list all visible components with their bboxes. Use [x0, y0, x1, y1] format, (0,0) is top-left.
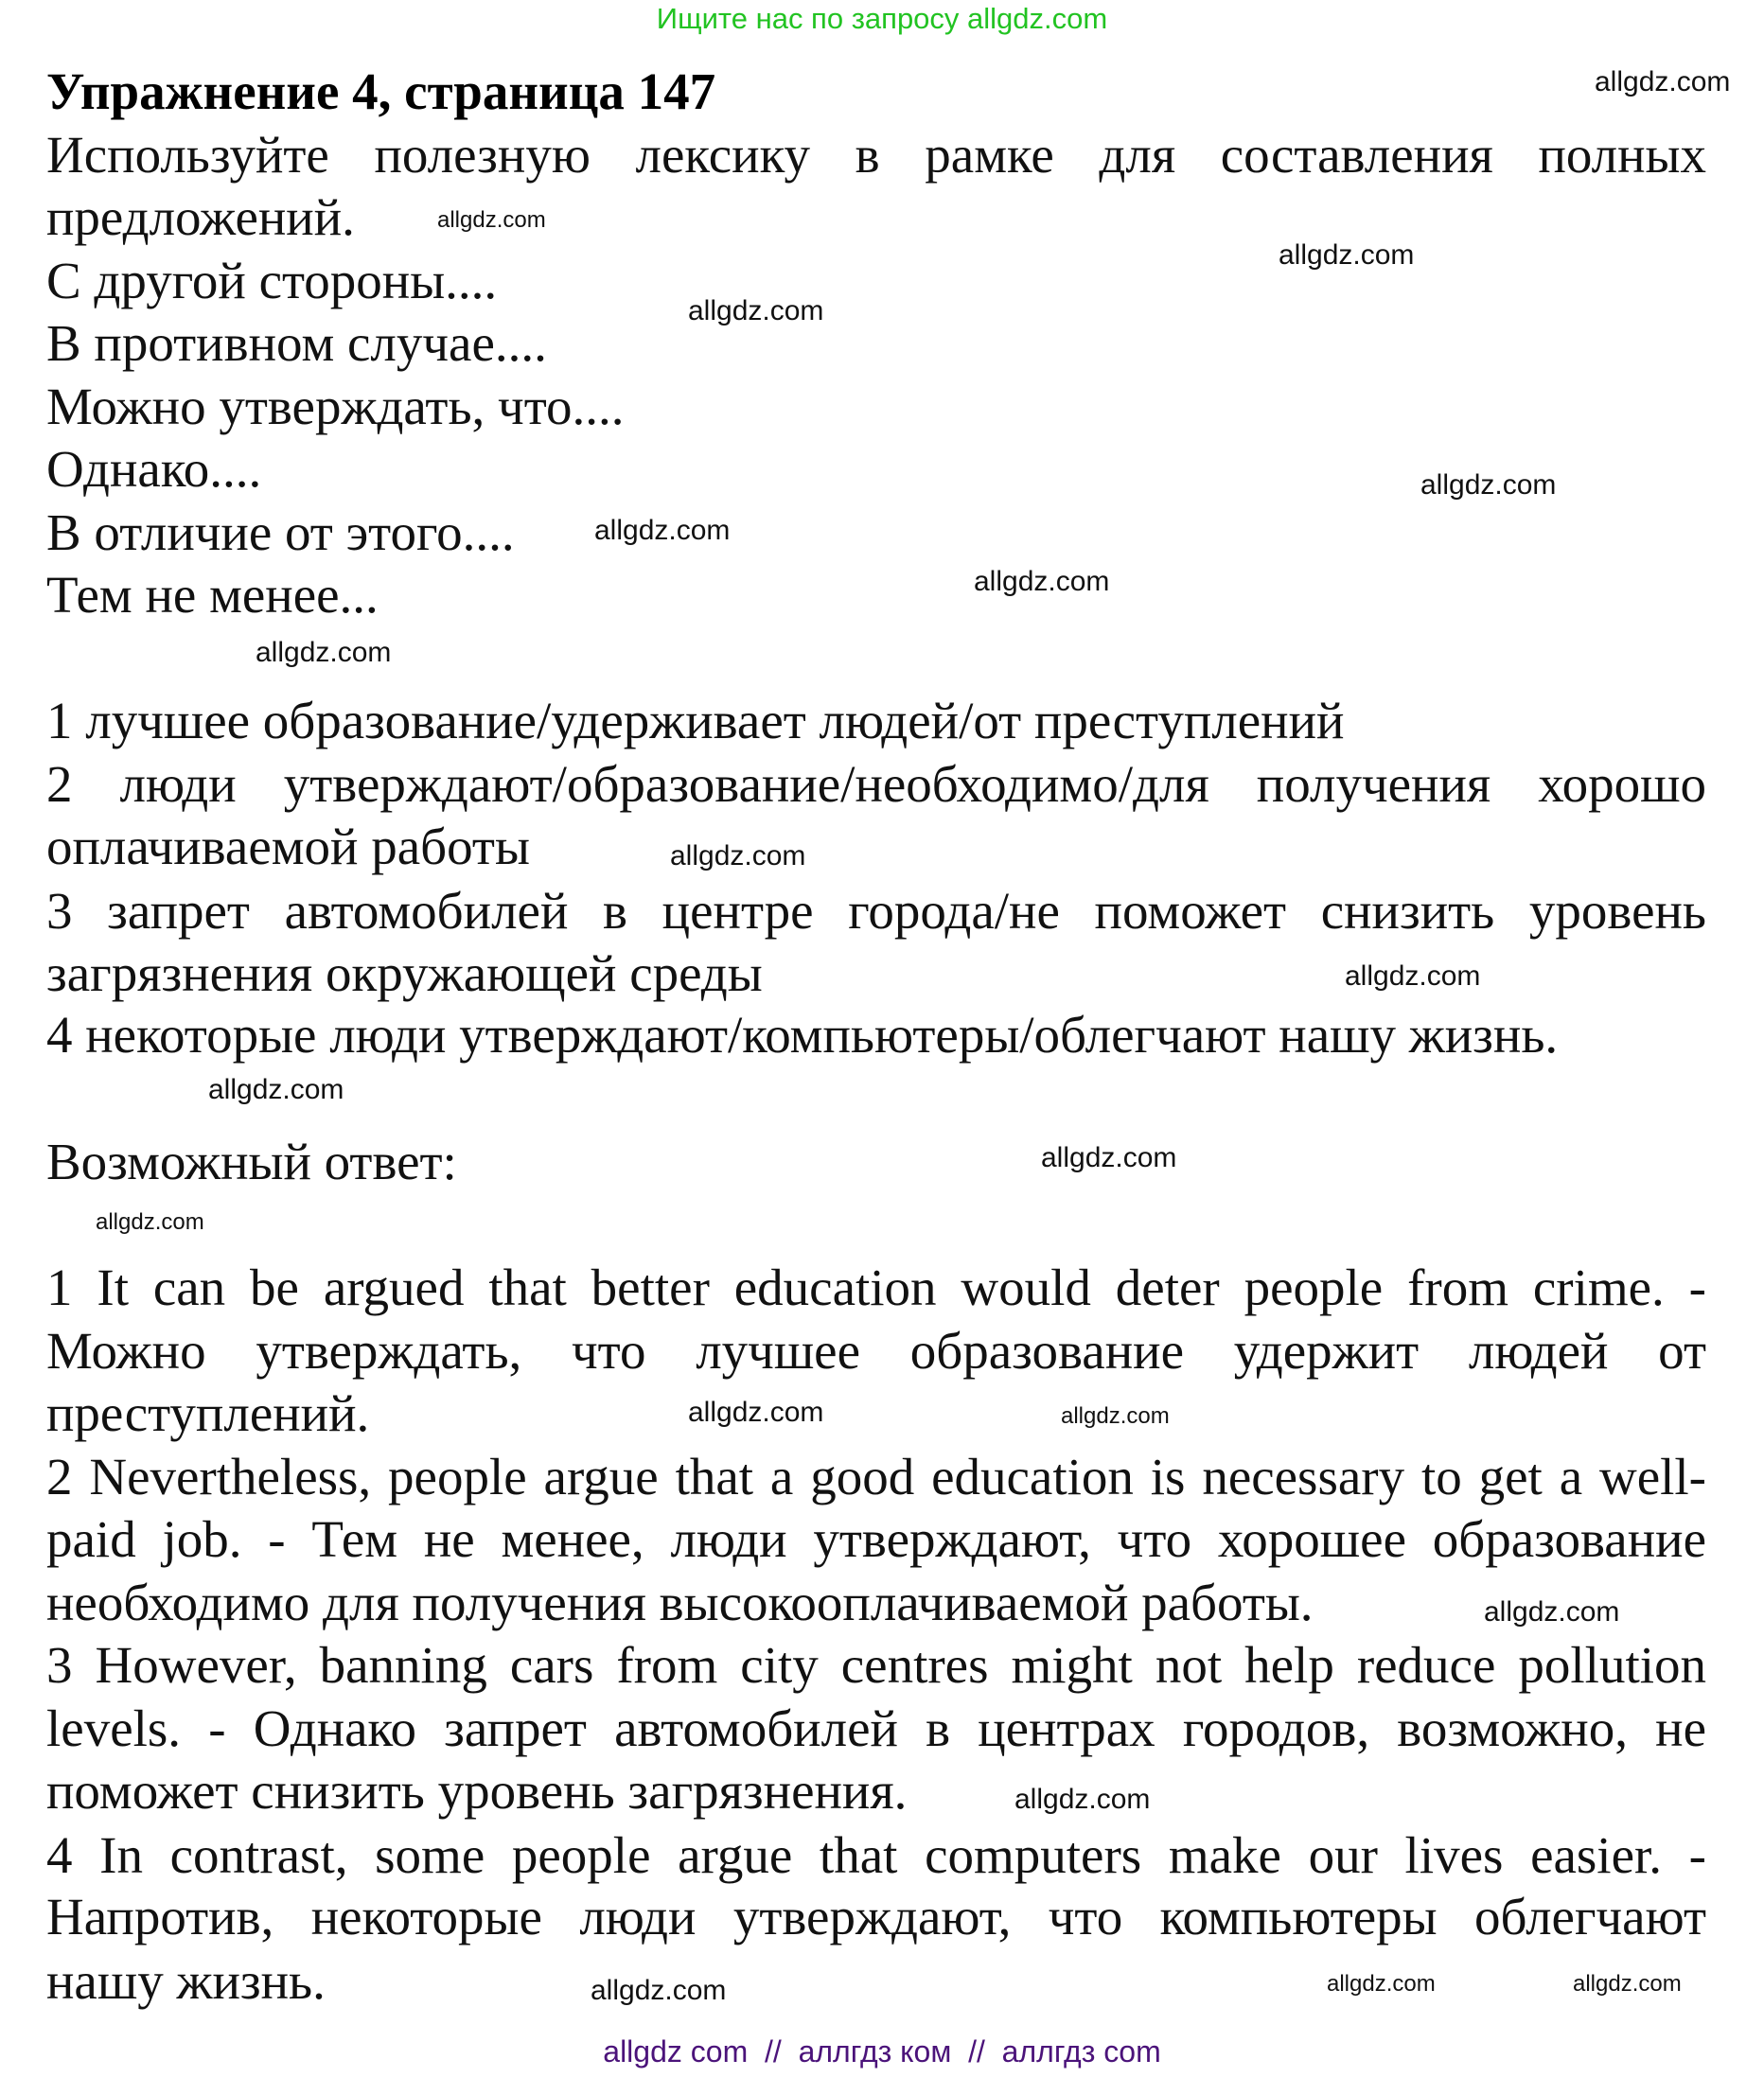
- text-line: 3 However, banning cars from city centres might not help reduce pollution: [46, 1636, 1706, 1694]
- text-line: Можно утверждать, что....: [46, 378, 625, 435]
- watermark-text: allgdz.com: [1061, 1403, 1170, 1429]
- text-line: предложений.: [46, 188, 355, 246]
- text-line: С другой стороны....: [46, 252, 498, 309]
- watermark-text: allgdz.com: [688, 1397, 824, 1428]
- watermark-text: allgdz.com: [1573, 1971, 1682, 1997]
- watermark-text: allgdz.com: [1595, 66, 1731, 97]
- watermark-text: allgdz.com: [208, 1074, 344, 1105]
- text-line: поможет снизить уровень загрязнения.: [46, 1762, 908, 1820]
- text-line: В отличие от этого....: [46, 503, 515, 561]
- watermark-text: allgdz.com: [1014, 1784, 1151, 1815]
- text-line: paid job. - Тем не менее, люди утверждают, что хорошее образование: [46, 1510, 1706, 1568]
- text-line: Возможный ответ:: [46, 1133, 457, 1190]
- watermark-text: allgdz.com: [1327, 1971, 1436, 1997]
- text-line: нашу жизнь.: [46, 1952, 326, 2010]
- text-line: Используйте полезную лексику в рамке для составления полных: [46, 126, 1706, 184]
- text-line: 3 запрет автомобилей в центре города/не поможет снизить уровень: [46, 882, 1706, 940]
- watermark-text: allgdz.com: [1279, 239, 1415, 271]
- text-line: Однако....: [46, 440, 262, 498]
- text-line: 2 люди утверждают/образование/необходимо/для получения хорошо: [46, 755, 1706, 813]
- watermark-text: allgdz.com: [1345, 960, 1481, 992]
- watermark-text: allgdz.com: [437, 207, 546, 233]
- search-hint-banner: Ищите нас по запросу allgdz.com: [656, 2, 1108, 35]
- text-line: загрязнения окружающей среды: [46, 944, 763, 1002]
- text-line: 1 лучшее образование/удерживает людей/от преступлений: [46, 692, 1345, 749]
- watermark-text: allgdz.com: [1484, 1596, 1620, 1628]
- watermark-text: allgdz.com: [1420, 469, 1557, 501]
- text-line: Тем не менее...: [46, 566, 379, 624]
- watermark-text: allgdz.com: [96, 1209, 204, 1235]
- footer-links: allgdz com // аллгдз ком // аллгдз com: [603, 2034, 1161, 2069]
- watermark-text: allgdz.com: [688, 295, 824, 326]
- text-line: Можно утверждать, что лучшее образование удержит людей от: [46, 1322, 1706, 1380]
- text-line: Напротив, некоторые люди утверждают, что компьютеры облегчают: [46, 1888, 1706, 1945]
- text-line: преступлений.: [46, 1384, 370, 1442]
- text-line: levels. - Однако запрет автомобилей в центрах городов, возможно, не: [46, 1699, 1706, 1757]
- text-line: необходимо для получения высокооплачиваемой работы.: [46, 1574, 1314, 1631]
- watermark-text: allgdz.com: [1041, 1142, 1177, 1173]
- text-line: 1 It can be argued that better education would deter people from crime. -: [46, 1259, 1706, 1316]
- page-title: Упражнение 4, страница 147: [46, 62, 716, 120]
- watermark-text: allgdz.com: [594, 515, 731, 546]
- watermark-text: allgdz.com: [591, 1975, 727, 2006]
- text-line: 4 некоторые люди утверждают/компьютеры/облегчают нашу жизнь.: [46, 1006, 1559, 1064]
- text-line: 4 In contrast, some people argue that computers make our lives easier. -: [46, 1826, 1706, 1884]
- watermark-text: allgdz.com: [670, 840, 806, 871]
- text-line: оплачиваемой работы: [46, 818, 530, 875]
- watermark-text: allgdz.com: [974, 566, 1110, 597]
- watermark-text: allgdz.com: [256, 637, 392, 668]
- text-line: 2 Nevertheless, people argue that a good education is necessary to get a well-: [46, 1448, 1706, 1505]
- text-line: В противном случае....: [46, 314, 547, 372]
